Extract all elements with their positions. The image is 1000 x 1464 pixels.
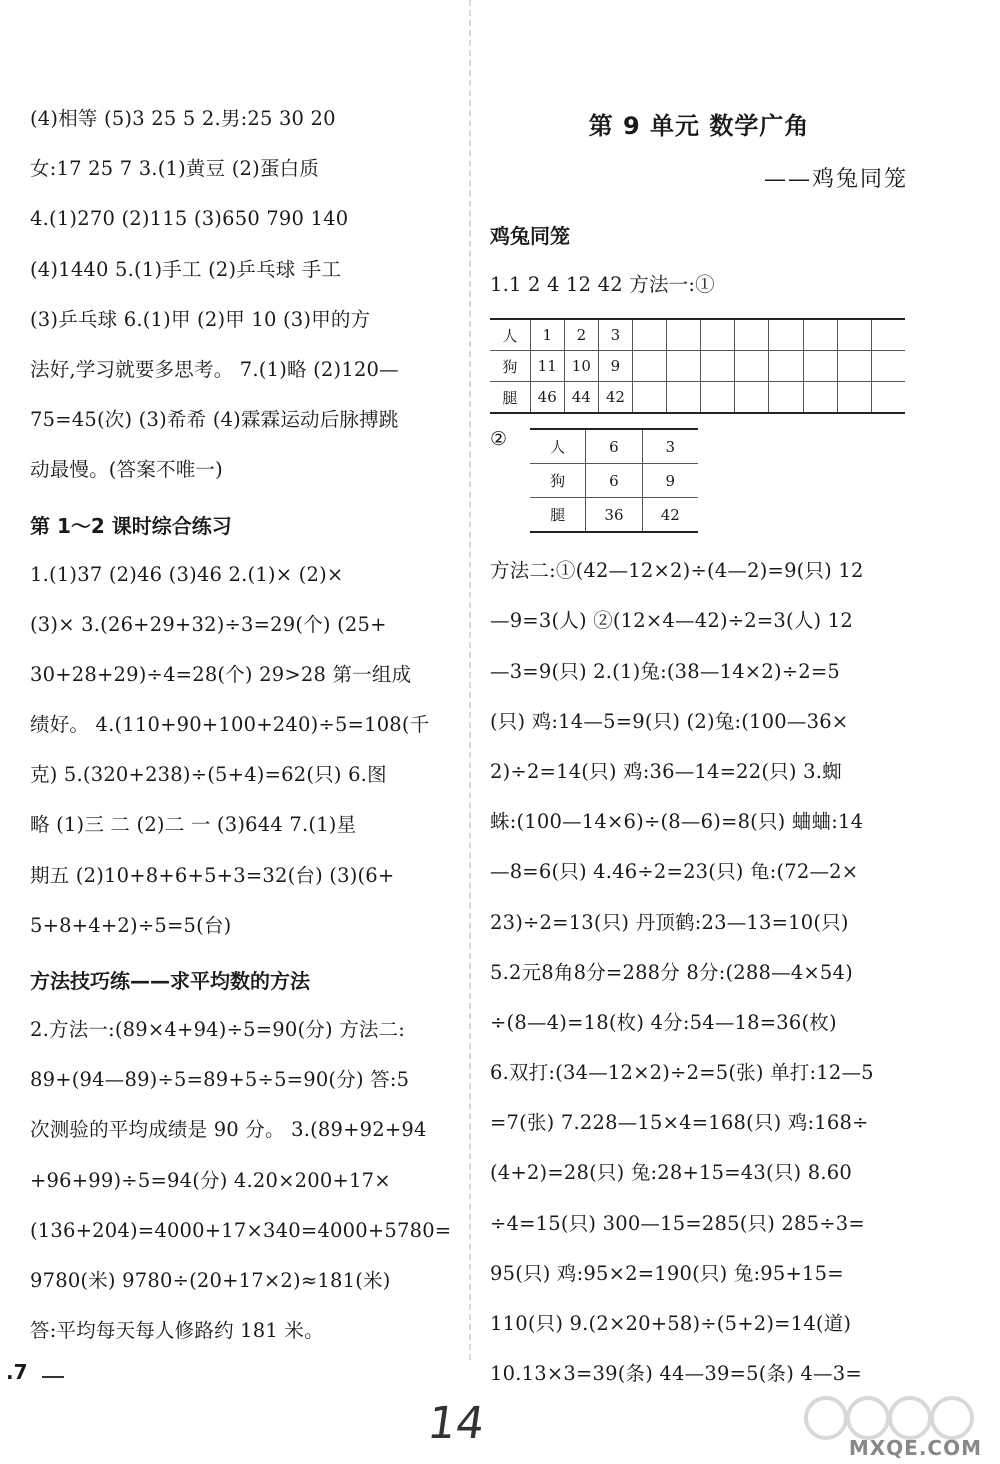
- table-cell: 6: [586, 464, 642, 498]
- answer-line-top-7: 75=45(次) (3)希希 (4)霖霖运动后脉搏跳: [30, 408, 399, 432]
- table-cell: 46: [530, 382, 564, 414]
- table-cell: [803, 319, 837, 351]
- answer-line-mid-7: 期五 (2)10+8+6+5+3=32(台) (3)(6+: [30, 863, 395, 887]
- answer-line-right-7: —8=6(只) 4.46÷2=23(只) 龟:(72—2×: [490, 860, 859, 884]
- answer-line-right-17: 10.13×3=39(条) 44—39=5(条) 4—3=: [490, 1362, 862, 1386]
- row-header-cell: 狗: [530, 464, 586, 498]
- answer-line-right-9: 5.2元8角8分=288分 8分:(288—4×54): [490, 960, 853, 984]
- row-header-cell: 狗: [490, 351, 530, 382]
- answer-line-right-5: 2)÷2=14(只) 鸡:36—14=22(只) 3.蜘: [490, 759, 842, 783]
- answer-line-top-8: 动最慢。(答案不唯一): [30, 458, 223, 482]
- section-heading-method: 方法技巧练——求平均数的方法: [30, 969, 310, 993]
- trial-table-2-wrap: [490, 428, 908, 538]
- trial-table-2: [530, 428, 698, 533]
- table-cell: [701, 382, 735, 414]
- table-cell: [667, 319, 701, 351]
- answer-line-right-14: ÷4=15(只) 300—15=285(只) 285÷3=: [490, 1211, 865, 1235]
- answer-line-top-5: (3)乒乓球 6.(1)甲 (2)甲 10 (3)甲的方: [30, 307, 371, 331]
- table-cell: 42: [598, 382, 632, 414]
- table-cell: 11: [530, 351, 564, 382]
- answer-line-right-16: 110(只) 9.(2×20+58)÷(5+2)=14(道): [490, 1312, 852, 1335]
- section-heading-chicken-rabbit: 鸡兔同笼: [490, 224, 570, 248]
- section-heading-practice: 第 1～2 课时综合练习: [30, 513, 232, 538]
- answer-line-right-8: 23)÷2=13(只) 丹顶鹤:23—13=10(只): [490, 910, 849, 934]
- table-cell: 2: [564, 319, 598, 351]
- table-cell: [769, 382, 803, 414]
- table-cell: 1: [530, 319, 564, 351]
- answer-line-bottom-2: 89+(94—89)÷5=89+5÷5=90(分) 答:5: [30, 1068, 410, 1092]
- table-cell: [633, 382, 667, 414]
- column-divider: [469, 0, 471, 1360]
- answer-line-bottom-7: 答:平均每天每人修路约 181 米。: [30, 1319, 324, 1343]
- table-row: [530, 498, 698, 533]
- table-row: [530, 464, 698, 498]
- table-cell: [769, 319, 803, 351]
- table-cell: 9: [642, 464, 698, 498]
- table-cell: [667, 351, 701, 382]
- table-cell: [735, 351, 769, 382]
- answer-line-intro: 1.1 2 4 12 42 方法一:①: [490, 273, 715, 296]
- answer-line-top-2: 女:17 25 7 3.(1)黄豆 (2)蛋白质: [30, 157, 320, 181]
- table-row: [530, 429, 698, 464]
- row-header-cell: 腿: [530, 498, 586, 533]
- table-cell: 42: [642, 498, 698, 533]
- answer-line-right-3: —3=9(只) 2.(1)兔:(38—14×2)÷2=5: [490, 659, 841, 683]
- table-cell: 36: [586, 498, 642, 533]
- answer-line-right-2: —9=3(人) ②(12×4—42)÷2=3(人) 12: [490, 609, 853, 633]
- table-cell: [837, 382, 871, 414]
- right-answers: [490, 548, 908, 1401]
- table-cell: [871, 319, 905, 351]
- answer-line-top-4: (4)1440 5.(1)手工 (2)乒乓球 手工: [30, 257, 342, 281]
- answer-line-right-4: (只) 鸡:14—5=9(只) (2)兔:(100—36×: [490, 709, 849, 733]
- answer-line-mid-4: 绩好。 4.(110+90+100+240)÷5=108(千: [30, 713, 430, 737]
- table-cell: 44: [564, 382, 598, 414]
- table-cell: [735, 382, 769, 414]
- table-cell: 6: [586, 429, 642, 464]
- answer-line-right-11: 6.双打:(34—12×2)÷2=5(张) 单打:12—5: [490, 1061, 874, 1085]
- answer-line-top-6: 法好,学习就要多思考。 7.(1)略 (2)120—: [30, 357, 399, 381]
- table-cell: 10: [564, 351, 598, 382]
- answer-line-right-6: 蛛:(100—14×6)÷(8—6)=8(只) 蛐蛐:14: [490, 810, 864, 834]
- watermark-text: MXQE.COM: [848, 1436, 982, 1460]
- left-column: [30, 96, 452, 1358]
- answer-line-bottom-1: 2.方法一:(89×4+94)÷5=90(分) 方法二:: [30, 1018, 406, 1041]
- circled-number-two: ②: [490, 428, 508, 451]
- answer-line-top-3: 4.(1)270 (2)115 (3)650 790 140: [30, 207, 349, 231]
- left-answers-mid: [30, 552, 448, 954]
- unit-subtitle: ——鸡兔同笼: [763, 167, 908, 192]
- answer-line-mid-5: 克) 5.(320+238)÷(5+4)=62(只) 6.图: [30, 763, 387, 787]
- answer-line-top-1: (4)相等 (5)3 25 5 2.男:25 30 20: [30, 107, 336, 130]
- table-cell: [701, 351, 735, 382]
- row-header-cell: 人: [502, 326, 518, 345]
- row-header-cell: 腿: [490, 382, 530, 414]
- handwritten-page-number: 14: [424, 1398, 488, 1449]
- answer-line-mid-3: 30+28+29)÷4=28(个) 29>28 第一组成: [30, 662, 412, 686]
- answer-line-bottom-5: (136+204)=4000+17×340=4000+5780=: [30, 1218, 452, 1242]
- answer-line-right-1: 方法二:①(42—12×2)÷(4—2)=9(只) 12: [490, 559, 864, 583]
- right-column: [490, 100, 908, 1401]
- table-cell: [667, 382, 701, 414]
- table-cell: [633, 351, 667, 382]
- table-cell: [701, 319, 735, 351]
- unit-title: 第 9 单元 数学广角: [588, 112, 810, 140]
- page-number-rule: [42, 1376, 64, 1378]
- answer-line-right-15: 95(只) 鸡:95×2=190(只) 兔:95+15=: [490, 1261, 844, 1285]
- table-cell: [769, 351, 803, 382]
- table-cell: [837, 319, 871, 351]
- answer-line-mid-1: 1.(1)37 (2)46 (3)46 2.(1)× (2)×: [30, 562, 344, 586]
- table-cell: 3: [642, 429, 698, 464]
- table-cell: [871, 382, 905, 414]
- table-cell: [735, 319, 769, 351]
- table-row: [490, 351, 905, 382]
- table-cell: [871, 351, 905, 382]
- answer-line-mid-8: 5+8+4+2)÷5=5(台): [30, 913, 232, 937]
- answer-line-mid-6: 略 (1)三 二 (2)二 一 (3)644 7.(1)星: [30, 813, 357, 837]
- table-cell: [633, 319, 667, 351]
- table-cell: [803, 382, 837, 414]
- answer-line-right-12: =7(张) 7.228—15×4=168(只) 鸡:168÷: [490, 1111, 869, 1135]
- table-row: [490, 382, 905, 414]
- page-number: .7: [6, 1360, 28, 1384]
- answer-line-bottom-6: 9780(米) 9780÷(20+17×2)≈181(米): [30, 1268, 391, 1292]
- table-cell: 3: [598, 319, 632, 351]
- left-answers-bottom: [30, 1007, 452, 1358]
- answer-line-mid-2: (3)× 3.(26+29+32)÷3=29(个) (25+: [30, 612, 387, 636]
- trial-table-1: [490, 318, 905, 414]
- row-header-cell: 人: [550, 438, 566, 457]
- answer-line-right-13: (4+2)=28(只) 兔:28+15=43(只) 8.60: [490, 1161, 852, 1185]
- table-cell: 9: [598, 351, 632, 382]
- table-row: [490, 319, 905, 351]
- table-cell: [803, 351, 837, 382]
- table-cell: [837, 351, 871, 382]
- answer-line-bottom-4: +96+99)÷5=94(分) 4.20×200+17×: [30, 1168, 391, 1192]
- left-answers-top: [30, 96, 448, 498]
- answer-line-bottom-3: 次测验的平均成绩是 90 分。 3.(89+92+94: [30, 1118, 427, 1142]
- answer-line-right-10: ÷(8—4)=18(枚) 4分:54—18=36(枚): [490, 1010, 837, 1034]
